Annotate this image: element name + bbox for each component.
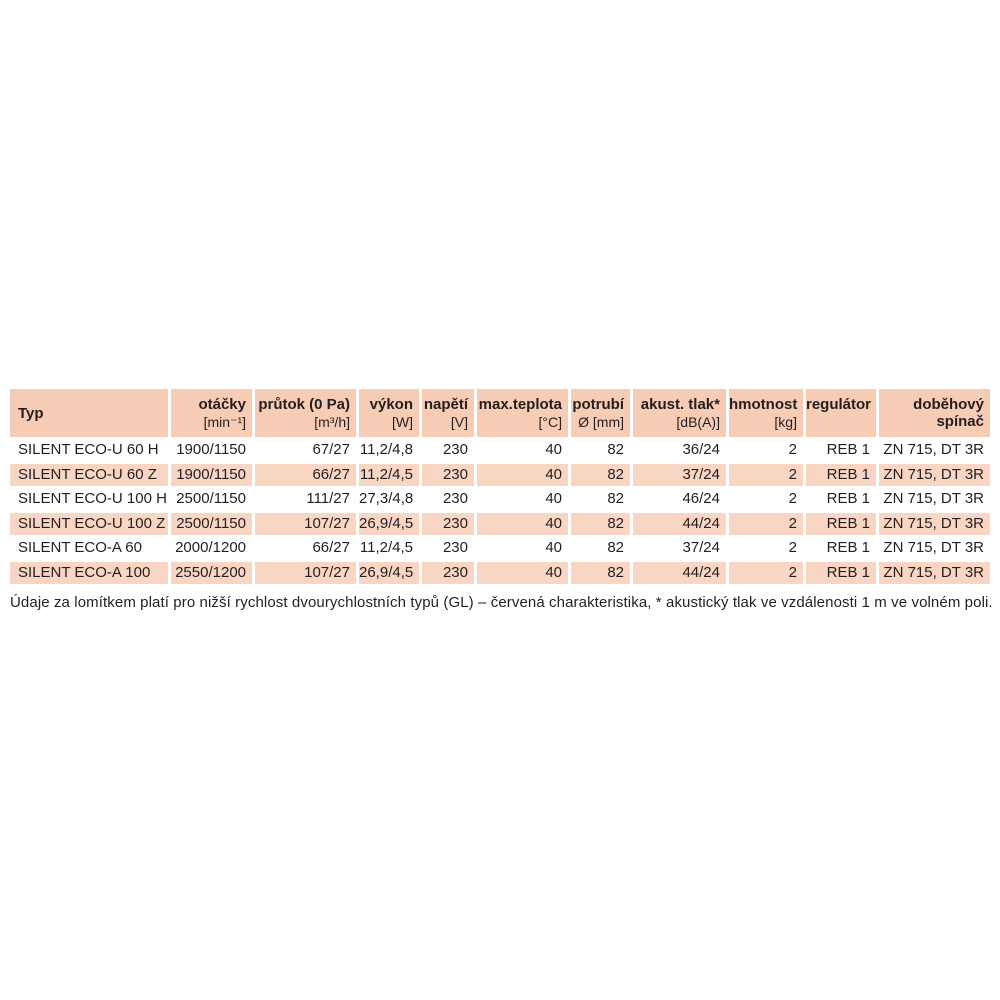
cell-hmotnost: 2 <box>726 462 803 487</box>
cell-dobehovy-spinac: ZN 715, DT 3R <box>876 462 990 487</box>
cell-regulator: REB 1 <box>803 535 876 560</box>
col-header-hmotnost <box>726 389 803 437</box>
table-row <box>10 462 990 487</box>
col-header-label: Typ <box>18 404 44 422</box>
col-header-regulator <box>803 389 876 437</box>
cell-napeti: 230 <box>419 437 474 462</box>
cell-napeti: 230 <box>419 511 474 536</box>
cell-potrubi: 82 <box>568 486 630 511</box>
col-header-unit: [°C] <box>538 414 562 430</box>
col-header-napeti <box>419 389 474 437</box>
cell-max-teplota: 40 <box>474 437 568 462</box>
cell-hmotnost: 2 <box>726 437 803 462</box>
cell-potrubi: 82 <box>568 535 630 560</box>
cell-vykon: 11,2/4,5 <box>356 535 419 560</box>
table-row <box>10 437 990 462</box>
cell-potrubi: 82 <box>568 560 630 585</box>
cell-otacky: 2000/1200 <box>168 535 252 560</box>
cell-hmotnost: 2 <box>726 511 803 536</box>
cell-regulator: REB 1 <box>803 511 876 536</box>
cell-akust-tlak: 37/24 <box>630 462 726 487</box>
cell-regulator: REB 1 <box>803 560 876 585</box>
col-header-label: napětí <box>423 396 468 413</box>
cell-akust-tlak: 46/24 <box>630 486 726 511</box>
col-header-unit: [min⁻¹] <box>203 414 246 430</box>
cell-otacky: 2500/1150 <box>168 486 252 511</box>
cell-prutok: 66/27 <box>252 535 356 560</box>
cell-akust-tlak: 44/24 <box>630 511 726 536</box>
cell-typ: SILENT ECO-U 100 Z <box>10 511 168 536</box>
cell-otacky: 1900/1150 <box>168 437 252 462</box>
col-header-label: max.teplota <box>478 396 562 413</box>
cell-akust-tlak: 37/24 <box>630 535 726 560</box>
col-header-unit: Ø [mm] <box>578 414 624 430</box>
cell-dobehovy-spinac: ZN 715, DT 3R <box>876 511 990 536</box>
col-header-potrubi <box>568 389 630 437</box>
cell-vykon: 26,9/4,5 <box>356 560 419 585</box>
table-body <box>10 437 990 584</box>
cell-akust-tlak: 44/24 <box>630 560 726 585</box>
cell-potrubi: 82 <box>568 462 630 487</box>
cell-potrubi: 82 <box>568 511 630 536</box>
table-footnote: Údaje za lomítkem platí pro nižší rychlost dvourychlostních typů (GL) – červená charakteristika, * akustický tlak ve vzdálenosti 1 m ve volném poli. <box>10 594 993 611</box>
cell-max-teplota: 40 <box>474 462 568 487</box>
cell-regulator: REB 1 <box>803 486 876 511</box>
header-row <box>10 389 990 437</box>
col-header-label: regulátor <box>806 396 872 413</box>
cell-vykon: 11,2/4,5 <box>356 462 419 487</box>
cell-hmotnost: 2 <box>726 486 803 511</box>
col-header-dobehovy-spinac <box>876 389 990 437</box>
cell-vykon: 11,2/4,8 <box>356 437 419 462</box>
cell-max-teplota: 40 <box>474 486 568 511</box>
cell-prutok: 107/27 <box>252 511 356 536</box>
cell-max-teplota: 40 <box>474 511 568 536</box>
col-header-label: akust. tlak* <box>640 396 720 413</box>
col-header-label: výkon <box>369 396 413 413</box>
cell-max-teplota: 40 <box>474 535 568 560</box>
cell-dobehovy-spinac: ZN 715, DT 3R <box>876 560 990 585</box>
cell-hmotnost: 2 <box>726 535 803 560</box>
cell-napeti: 230 <box>419 462 474 487</box>
cell-prutok: 66/27 <box>252 462 356 487</box>
col-header-unit: [V] <box>450 414 468 430</box>
cell-dobehovy-spinac: ZN 715, DT 3R <box>876 437 990 462</box>
cell-otacky: 2500/1150 <box>168 511 252 536</box>
col-header-typ <box>10 389 168 437</box>
col-header-prutok <box>252 389 356 437</box>
cell-typ: SILENT ECO-U 60 H <box>10 437 168 462</box>
cell-dobehovy-spinac: ZN 715, DT 3R <box>876 486 990 511</box>
table-row <box>10 486 990 511</box>
col-header-unit: [kg] <box>774 414 797 430</box>
cell-max-teplota: 40 <box>474 560 568 585</box>
cell-vykon: 26,9/4,5 <box>356 511 419 536</box>
col-header-label: hmotnost <box>729 396 798 413</box>
cell-prutok: 67/27 <box>252 437 356 462</box>
cell-otacky: 2550/1200 <box>168 560 252 585</box>
spec-table <box>10 389 990 584</box>
col-header-akust-tlak <box>630 389 726 437</box>
cell-regulator: REB 1 <box>803 462 876 487</box>
cell-napeti: 230 <box>419 486 474 511</box>
table-row <box>10 511 990 536</box>
table-row <box>10 535 990 560</box>
col-header-max-teplota <box>474 389 568 437</box>
table-header <box>10 389 990 437</box>
cell-potrubi: 82 <box>568 437 630 462</box>
cell-napeti: 230 <box>419 535 474 560</box>
col-header-unit: [W] <box>392 414 413 430</box>
cell-prutok: 107/27 <box>252 560 356 585</box>
cell-typ: SILENT ECO-U 100 H <box>10 486 168 511</box>
cell-prutok: 111/27 <box>252 486 356 511</box>
cell-otacky: 1900/1150 <box>168 462 252 487</box>
col-header-label: otáčky <box>198 396 246 413</box>
cell-typ: SILENT ECO-U 60 Z <box>10 462 168 487</box>
col-header-label: potrubí <box>572 396 624 413</box>
cell-vykon: 27,3/4,8 <box>356 486 419 511</box>
col-header-otacky <box>168 389 252 437</box>
col-header-unit: [m³/h] <box>314 414 350 430</box>
cell-akust-tlak: 36/24 <box>630 437 726 462</box>
cell-napeti: 230 <box>419 560 474 585</box>
cell-dobehovy-spinac: ZN 715, DT 3R <box>876 535 990 560</box>
col-header-vykon <box>356 389 419 437</box>
col-header-label: průtok (0 Pa) <box>258 396 350 413</box>
cell-regulator: REB 1 <box>803 437 876 462</box>
cell-hmotnost: 2 <box>726 560 803 585</box>
cell-typ: SILENT ECO-A 100 <box>10 560 168 585</box>
col-header-label: doběhový spínač <box>913 396 984 430</box>
col-header-unit: [dB(A)] <box>676 414 720 430</box>
table-row <box>10 560 990 585</box>
cell-typ: SILENT ECO-A 60 <box>10 535 168 560</box>
